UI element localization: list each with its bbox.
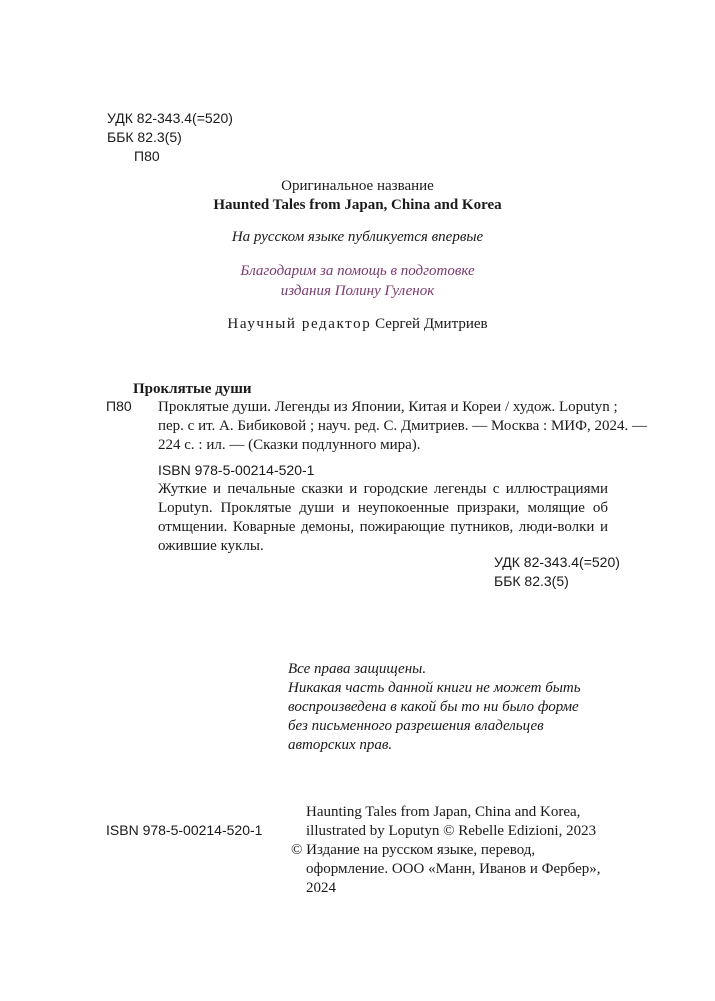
catalog-description-line: пер. с ит. А. Бибиковой ; науч. ред. С. Дмитриев. — Москва : МИФ, 2024. — xyxy=(158,418,647,434)
copyright-line: © Издание на русском языке, перевод, xyxy=(291,842,536,858)
copyright-line: 2024 xyxy=(306,880,336,896)
catalog-description-line: 224 с. : ил. — (Сказки подлунного мира). xyxy=(158,437,421,453)
scientific-editor-name: Сергей Дмитриев xyxy=(375,316,488,332)
catalog-title: Проклятые души xyxy=(133,381,252,397)
udk-code: УДК 82-343.4(=520) xyxy=(107,110,233,126)
footer-copyright xyxy=(291,803,601,898)
thanks-line-2: издания Полину Гуленок xyxy=(280,283,435,299)
rights-line: воспроизведена в какой бы то ни было форме xyxy=(288,699,579,715)
original-title-label: Оригинальное название xyxy=(281,178,434,194)
rights-line: Все права защищены. xyxy=(288,661,427,677)
catalog-annotation: Жуткие и печальные сказки и городские легенды с иллюстрациями Loputyn. Проклятые души и неупокоенные призраки, молящие об отмщении. Коварные демоны, пожирающие путников, люди-волки и ожившие куклы. xyxy=(158,481,608,554)
rights-line: авторских прав. xyxy=(288,737,393,753)
rights-notice xyxy=(288,660,581,755)
copyright-line: Haunting Tales from Japan, China and Korea, xyxy=(306,804,581,820)
rights-line: Никакая часть данной книги не может быть xyxy=(288,680,581,696)
copyright-line: illustrated by Loputyn © Rebelle Edizioni, 2023 xyxy=(306,823,597,839)
first-published-note: На русском языке публикуется впервые xyxy=(231,229,484,245)
catalog-udk: УДК 82-343.4(=520) xyxy=(494,554,620,570)
scientific-editor xyxy=(0,315,715,334)
catalog-isbn: ISBN 978-5-00214-520-1 xyxy=(158,462,315,478)
catalog-bbk: ББК 82.3(5) xyxy=(494,573,569,589)
author-mark: П80 xyxy=(134,148,160,164)
catalog-author-mark: П80 xyxy=(106,398,132,414)
copyright-line: оформление. ООО «Манн, Иванов и Фербер», xyxy=(306,861,601,877)
thanks-line-1: Благодарим за помощь в подготовке xyxy=(240,263,475,279)
scientific-editor-label: Научный редактор xyxy=(227,316,372,332)
original-title: Haunted Tales from Japan, China and Korea xyxy=(213,197,502,213)
footer-isbn: ISBN 978-5-00214-520-1 xyxy=(106,822,263,838)
catalog-description-line: Проклятые души. Легенды из Японии, Китая и Кореи / худож. Loputyn ; xyxy=(158,399,618,415)
rights-line: без письменного разрешения владельцев xyxy=(288,718,544,734)
bbk-code: ББК 82.3(5) xyxy=(107,129,182,145)
catalog-description xyxy=(158,398,647,455)
